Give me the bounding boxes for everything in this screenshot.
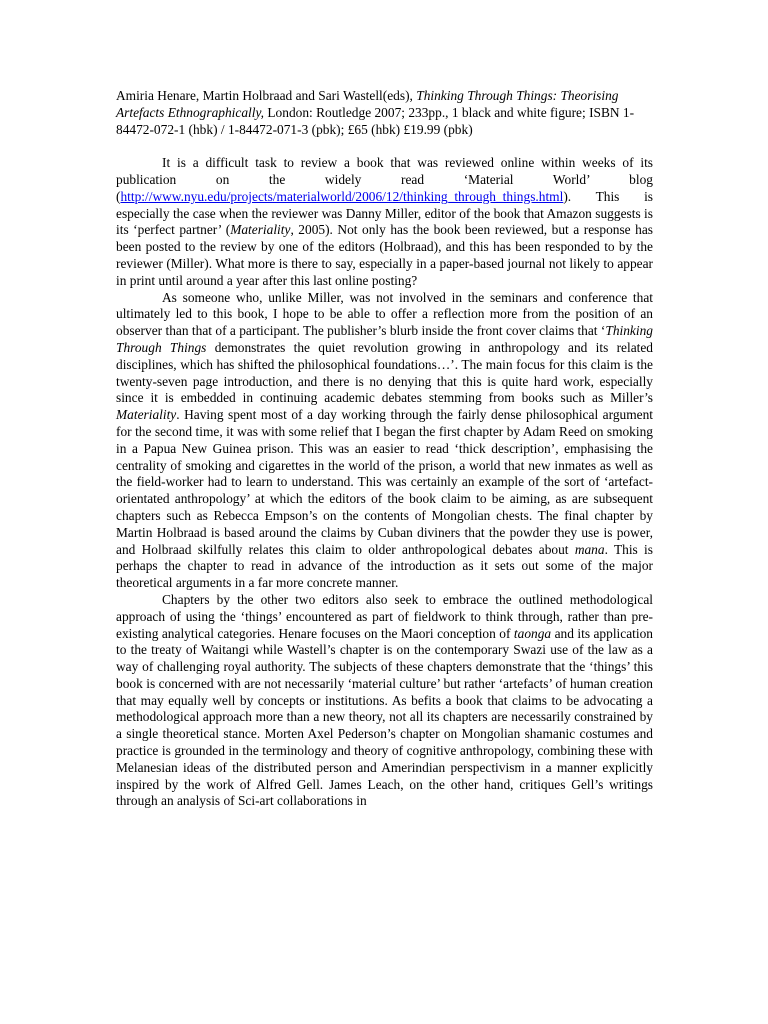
paragraph-3 bbox=[116, 592, 653, 810]
paragraph-2-text-a: As someone who, unlike Miller, was not involved in the seminars and conference that ultimately led to this book, I hope to be able to offer a reflection more from the position of an observer than that of a participant. The publisher’s blurb inside the front cover claims that ‘ bbox=[116, 289, 653, 339]
paragraph-2-italic-3: mana bbox=[574, 541, 605, 557]
paragraph-2-text-d: . This is perhaps the chapter to read in advance of the introduction as it sets out some of the major theoretical arguments in a far more concrete manner. bbox=[116, 541, 653, 591]
review-page bbox=[116, 88, 653, 810]
paragraph-1 bbox=[116, 155, 653, 289]
citation-details: London: Routledge 2007; 233pp., 1 black and white figure; ISBN 1-84472-072-1 (hbk) / 1-84472-071-3 (pbk); £65 (hbk) £19.99 (pbk) bbox=[116, 104, 635, 137]
material-world-blog-link[interactable]: http://www.nyu.edu/projects/materialworld/2006/12/thinking_through_things.html bbox=[120, 188, 564, 204]
citation-title: Thinking Through Things: Theorising Artefacts Ethnographically, bbox=[116, 88, 619, 120]
paragraph-2 bbox=[116, 290, 653, 592]
book-citation bbox=[116, 88, 653, 138]
paragraph-3-text-a: Chapters by the other two editors also seek to embrace the outlined methodological approach of using the ‘things’ encountered as part of fieldwork to think through, rather than pre-existing analytical categories. Henare focuses on the Maori conception of bbox=[116, 591, 653, 641]
paragraph-2-text-c: . Having spent most of a day working through the fairly dense philosophical argument for the second time, it was with some relief that I began the first chapter by Adam Reed on smoking in a Papua New Guinea prison. This was an easier to read ‘thick description’, emphasising the centrality of smoking and cigarettes in the world of the prison, a world that new inmates as well as the field-worker had to learn to understand. This was certainly an example of the sort of ‘artefact-orientated anthropology’ at which the editors of the book claim to be aiming, as are subsequent chapters such as Rebecca Empson’s on the contents of Mongolian chests. The final chapter by Martin Holbraad is based around the claims by Cuban diviners that the powder they use is power, and Holbraad skilfully relates this claim to older anthropological debates about bbox=[116, 407, 653, 557]
paragraph-3-text-b: and its application to the treaty of Waitangi while Wastell’s chapter is on the contemporary Swazi use of the law as a way of challenging royal authority. The subjects of these chapters demonstrate that the ‘things’ this book is concerned with are not necessarily ‘material culture’ but rather ‘artefacts’ of human creation that may equally well by concepts or institutions. As befits a book that claims to be advocating a methodological approach more than a new theory, not all its chapters are necessarily constrained by a single theoretical stance. Morten Axel Pederson’s chapter on Mongolian shamanic costumes and practice is grounded in the terminology and theory of cognitive anthropology, combining these with Melanesian ideas of the distributed person and Amerindian perspectivism in a manner explicitly inspired by the work of Alfred Gell. James Leach, on the other hand, critiques Gell’s writings through an analysis of Sci-art collaborations in bbox=[116, 625, 653, 809]
paragraph-2-text-b: demonstrates the quiet revolution growing in anthropology and its related disciplines, which has shifted the philosophical foundations…’. The main focus for this claim is the twenty-seven page introduction, and there is no denying that this is quite hard work, especially since it is embedded in continuing academic debates stemming from books such as Miller’s bbox=[116, 339, 654, 406]
paragraph-1-text-c: , 2005). Not only has the book been reviewed, but a response has been posted to the review by one of the editors (Holbraad), and this has been responded to by the reviewer (Miller). What more is there to say, especially in a paper-based journal not likely to appear in print until around a year after this last online posting? bbox=[116, 222, 653, 288]
paragraph-2-italic-2: Materiality bbox=[116, 407, 177, 423]
paragraph-3-italic: taonga bbox=[513, 625, 552, 641]
review-body bbox=[116, 155, 653, 810]
citation-authors: Amiria Henare, Martin Holbraad and Sari Wastell(eds), bbox=[116, 88, 417, 103]
paragraph-1-text-b: ). This is especially the case when the reviewer was Danny Miller, editor of the book that Amazon suggests is its ‘perfect partner’ ( bbox=[116, 188, 653, 238]
paragraph-2-italic-1: Thinking Through Things bbox=[116, 323, 653, 355]
paragraph-1-text-a: It is a difficult task to review a book that was reviewed online within weeks of its publication on the widely read ‘Material World’ blog ( bbox=[116, 155, 653, 204]
paragraph-1-italic: Materiality bbox=[230, 222, 291, 238]
